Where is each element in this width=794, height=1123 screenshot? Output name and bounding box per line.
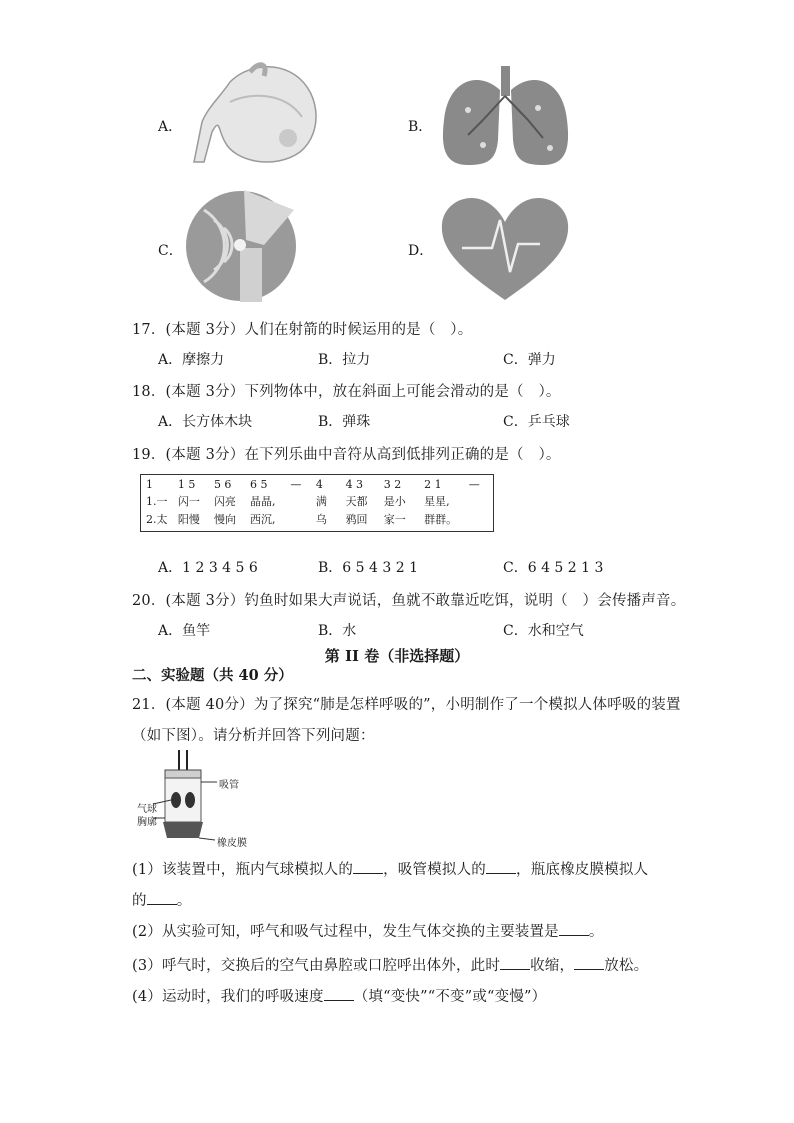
q19-choice-b[interactable]: B．6 5 4 3 2 1 — [318, 560, 418, 576]
score-note: 4 — [315, 478, 323, 491]
score-lyrics-row-1 — [145, 492, 489, 510]
score-note: 6 5 — [250, 478, 268, 491]
lyric: 满 — [315, 495, 327, 508]
question-17: 17．(本题 3分）人们在射箭的时候运用的是（ ）。 — [132, 322, 473, 338]
answer-blank[interactable] — [324, 988, 354, 1001]
score-lyrics-row-2 — [145, 510, 489, 528]
q21-sub1-text: ，瓶底橡皮膜模拟人 — [516, 862, 649, 878]
q21-sub4-text: (4）运动时，我们的呼吸速度 — [132, 989, 324, 1005]
lyric: 慢向 — [213, 513, 236, 526]
q21-sub3-text: 放松。 — [604, 958, 649, 974]
lyric: 乌 — [315, 513, 327, 526]
q20-choice-b[interactable]: B．水 — [318, 623, 357, 639]
q21-sub3-text: 收缩， — [530, 958, 575, 974]
lungs-icon[interactable] — [438, 60, 573, 170]
q18-choice-c[interactable]: C．乒乓球 — [503, 414, 570, 430]
q20-choice-a[interactable]: A．鱼竿 — [158, 623, 211, 639]
lyric: 闪一 — [177, 495, 200, 508]
part2-title: 第 II 卷（非选择题） — [324, 647, 470, 665]
option-d-label: D． — [408, 243, 434, 259]
question-21-line-2: （如下图）。请分析并回答下列问题： — [132, 728, 375, 744]
label-straw: 吸管 — [219, 780, 239, 791]
q21-sub-2 — [132, 920, 604, 941]
lyric: 1.一 — [146, 495, 168, 508]
score-note: 1 5 — [177, 478, 196, 491]
q21-sub3-text: (3）呼气时，交换后的空气由鼻腔或口腔呼出体外，此时 — [132, 958, 501, 974]
lyric: 天都 — [345, 495, 368, 508]
score-note: — — [468, 478, 480, 491]
music-score — [140, 474, 494, 532]
heart-icon[interactable] — [440, 194, 570, 302]
label-membrane: 橡皮膜 — [217, 838, 247, 849]
score-note: 5 6 — [213, 478, 232, 491]
option-b-label: B． — [408, 119, 433, 135]
lyric: 西沉, — [250, 513, 276, 526]
question-20: 20．(本题 3分）钓鱼时如果大声说话，鱼就不敢靠近吃饵，说明（ ）会传播声音。 — [132, 593, 686, 609]
option-a-label: A． — [158, 119, 183, 135]
answer-blank[interactable] — [500, 957, 530, 970]
q21-sub-4 — [132, 985, 546, 1006]
lyric: 家一 — [383, 513, 406, 526]
answer-blank[interactable] — [353, 861, 383, 874]
question-19: 19．(本题 3分）在下列乐曲中音符从高到低排列正确的是（ ）。 — [132, 447, 561, 463]
label-balloon: 气球 — [137, 804, 157, 815]
knee-joint-icon[interactable] — [184, 190, 299, 302]
section-2-heading: 二、实验题（共 40 分） — [132, 667, 293, 684]
q18-choice-b[interactable]: B．弹珠 — [318, 414, 371, 430]
q21-sub1-text: ，吸管模拟人的 — [383, 862, 486, 878]
q19-choice-a[interactable]: A．1 2 3 4 5 6 — [158, 560, 258, 576]
score-note: 4 3 — [345, 478, 364, 491]
answer-blank[interactable] — [559, 923, 589, 936]
q21-sub1-text: 。 — [176, 893, 192, 909]
q17-choice-c[interactable]: C．弹力 — [503, 352, 556, 368]
lyric: 鸦回 — [345, 513, 368, 526]
lyric — [468, 492, 489, 510]
q21-sub2-text: (2）从实验可知，呼气和吸气过程中，发生气体交换的主要装置是 — [132, 924, 559, 940]
q21-sub-1 — [132, 858, 648, 879]
lyric: 群群。 — [424, 513, 458, 526]
q21-sub-3 — [132, 954, 648, 975]
score-note: 3 2 — [383, 478, 402, 491]
q21-sub2-text: 。 — [588, 924, 604, 940]
lyric — [289, 510, 314, 528]
label-chest: 胸廓 — [137, 817, 157, 828]
breathing-model-figure — [135, 748, 255, 848]
lyric — [289, 492, 314, 510]
q17-choice-b[interactable]: B．拉力 — [318, 352, 371, 368]
question-18: 18．(本题 3分）下列物体中，放在斜面上可能会滑动的是（ ）。 — [132, 384, 561, 400]
q21-sub-1-cont — [132, 889, 191, 910]
q20-choice-c[interactable]: C．水和空气 — [503, 623, 584, 639]
score-note: 1 — [146, 478, 153, 491]
q17-choice-a[interactable]: A．摩擦力 — [158, 352, 225, 368]
q21-sub1-text: (1）该装置中，瓶内气球模拟人的 — [132, 862, 354, 878]
option-c-label: C． — [158, 243, 183, 259]
question-21-line-1: 21．(本题 40分）为了探究“肺是怎样呼吸的”，小明制作了一个模拟人体呼吸的装置 — [132, 697, 681, 713]
q21-sub1-text: 的 — [132, 893, 147, 909]
apparatus-drawing — [135, 748, 255, 848]
lyric: 阳慢 — [177, 513, 200, 526]
answer-blank[interactable] — [574, 957, 604, 970]
lyric: 闪亮 — [213, 495, 236, 508]
lyric: 星星, — [424, 495, 450, 508]
score-note: — — [290, 478, 302, 491]
q18-choice-a[interactable]: A．长方体木块 — [158, 414, 253, 430]
score-note: 2 1 — [424, 478, 442, 491]
q19-choice-c[interactable]: C．6 4 5 2 1 3 — [503, 560, 604, 576]
answer-blank[interactable] — [147, 892, 177, 905]
score-notes-row — [145, 477, 489, 492]
lyric: 是小 — [383, 495, 406, 508]
q21-sub4-text: （填“变快”“不变”或“变慢”） — [353, 989, 547, 1005]
lyric: 晶晶, — [250, 495, 276, 508]
score-table — [145, 477, 489, 528]
lyric — [468, 510, 489, 528]
lyric: 2.太 — [146, 513, 168, 526]
stomach-icon[interactable] — [190, 62, 330, 172]
answer-blank[interactable] — [486, 861, 516, 874]
